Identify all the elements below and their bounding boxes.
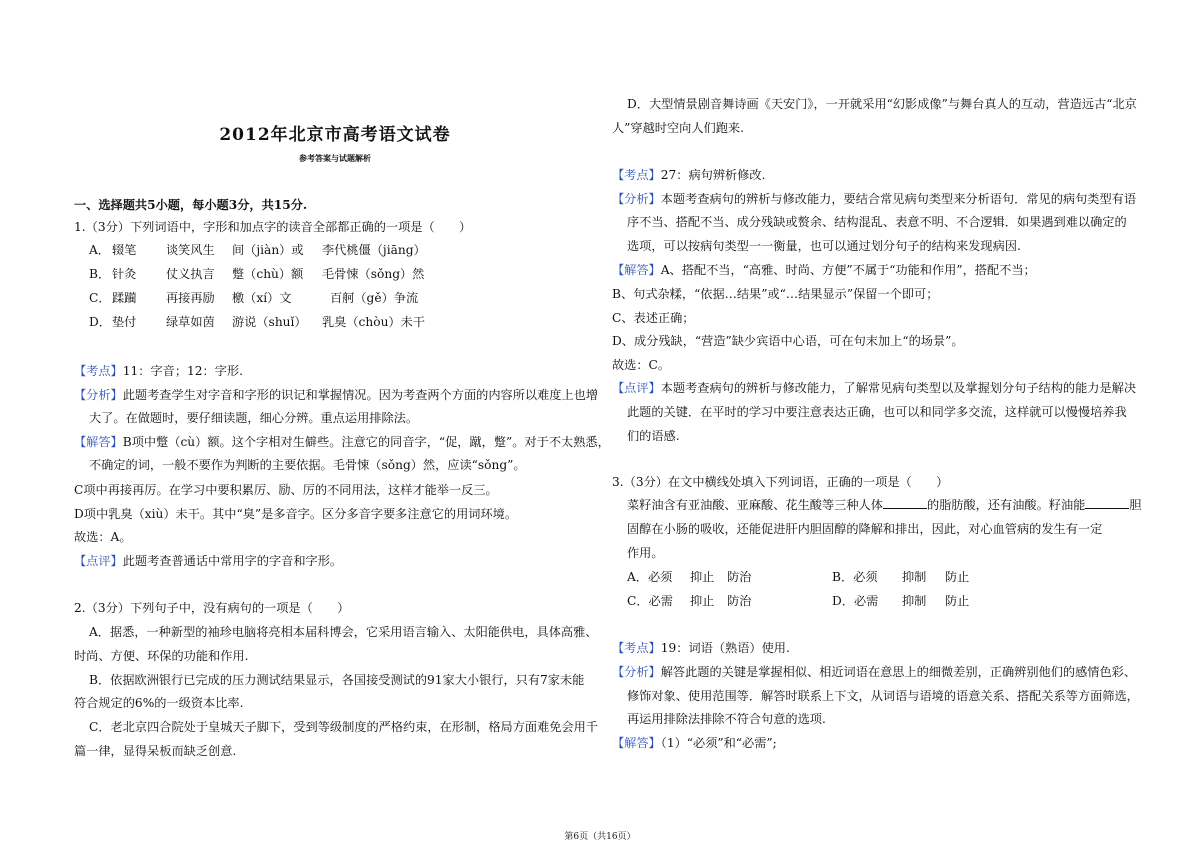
- fenxi-text: 解答此题的关键是掌握相似、相近词语在意思上的细微差别，正确辨别他们的感情色彩、: [660, 665, 1137, 679]
- q3-passage-line: 固醇在小肠的吸收，还能促进肝内胆固醇的降解和排出，因此，对心血管病的发生有一定: [627, 522, 1103, 536]
- q3-kaodian: [612, 640, 790, 656]
- q1-option-label: D．: [89, 315, 111, 329]
- q2-fenxi: [612, 191, 1136, 207]
- q1-option-word: 蹂躏: [112, 291, 137, 305]
- q1-jieda-cont: D项中乳臭（xiù）未干。其中“臭”是多音字。区分多音字要多注意它的用词环境。: [74, 507, 518, 521]
- fenxi-tag: 【分析】: [612, 665, 661, 679]
- q3-jieda: [612, 735, 777, 751]
- dianping-tag: 【点评】: [74, 554, 123, 568]
- q2-dianping: [612, 380, 1136, 396]
- q1-option-word: 李代桃僵（jiāng）: [322, 243, 426, 257]
- q1-kaodian: [74, 363, 243, 379]
- kaodian-tag: 【考点】: [74, 364, 123, 378]
- fenxi-text: 本题考查病句的辨析与修改能力，要结合常见病句类型来分析语句．常见的病句类型有语: [660, 192, 1137, 206]
- fenxi-tag: 【分析】: [74, 388, 123, 402]
- q3-option-word: 防治: [727, 570, 752, 584]
- q3-stem: 3.（3分）在文中横线处填入下列词语，正确的一项是（ ）: [612, 475, 949, 489]
- q3-option-label: B．必须: [832, 570, 878, 584]
- q2-option-a: A．据悉，一种新型的袖珍电脑将亮相本届科博会，它采用语言输入、太阳能供电，具体高雅、: [89, 625, 598, 639]
- q3-passage-line: 作用。: [627, 546, 664, 560]
- q3-option-word: 防止: [945, 570, 970, 584]
- q1-dianping: [74, 553, 342, 569]
- q1-option-word: 檄（xí）文: [232, 291, 292, 305]
- q1-option-word: 再接再励: [166, 291, 215, 305]
- dianping-text: 本题考查病句的辨析与修改能力，了解常见病句类型以及掌握划分句子结构的能力是解决: [660, 381, 1137, 395]
- kaodian-text: 19：词语（熟语）使用.: [660, 641, 790, 655]
- q1-option-word: 间（jiàn）或: [232, 243, 304, 257]
- jieda-tag: 【解答】: [612, 736, 661, 750]
- q2-option-d-cont: 人”穿越时空向人们跑来.: [612, 121, 744, 135]
- q1-stem: 1.（3分）下列词语中，字形和加点字的读音全部都正确的一项是（ ）: [74, 220, 472, 234]
- q1-jieda-cont: 不确定的词，一般不要作为判断的主要依据。毛骨悚（sǒng）然，应读“sǒng”。: [89, 458, 526, 472]
- page-subtitle: 参考答案与试题解析: [299, 153, 371, 163]
- q1-option-word: 谈笑风生: [166, 243, 215, 257]
- q1-fenxi: [74, 387, 598, 403]
- q1-option-word: 垫付: [112, 315, 137, 329]
- q2-option-d: D．大型情景剧音舞诗画《天安门》，一开就采用“幻影成像”与舞台真人的互动，营造远古“北京: [627, 97, 1137, 111]
- fill-blank-2: [1085, 497, 1129, 509]
- q2-option-c-cont: 篇一律，显得呆板而缺乏创意.: [74, 744, 237, 758]
- dianping-text: 此题考查普通话中常用字的字音和字形。: [122, 554, 343, 568]
- q3-option-word: 抑制: [902, 570, 927, 584]
- q3-passage-text: 的脂肪酸，还有油酸。籽油能: [926, 498, 1086, 512]
- q1-jieda: [74, 434, 610, 450]
- q2-answer: 故选：C。: [612, 358, 671, 372]
- kaodian-tag: 【考点】: [612, 168, 661, 182]
- q2-option-a-cont: 时尚、方便、环保的功能和作用.: [74, 649, 249, 663]
- q1-option-word: 乳臭（chòu）未干: [322, 315, 425, 329]
- q3-fenxi-cont: 再运用排除法排除不符合句意的选项.: [627, 712, 826, 726]
- q2-dianping-cont: 此题的关键．在平时的学习中要注意表达正确，也可以和同学多交流，这样就可以慢慢培养我: [627, 405, 1127, 419]
- jieda-tag: 【解答】: [612, 263, 661, 277]
- q2-option-c: C．老北京四合院处于皇城天子脚下，受到等级制度的严格约束，在形制，格局方面难免会用千: [89, 720, 599, 734]
- q3-option-word: 抑制: [902, 594, 927, 608]
- q3-passage-text: 菜籽油含有亚油酸、亚麻酸、花生酸等三种人体: [627, 498, 883, 512]
- q1-option-label: C．: [89, 291, 111, 305]
- jieda-tag: 【解答】: [74, 435, 123, 449]
- fenxi-text: 此题考查学生对字音和字形的识记和掌握情况。因为考查两个方面的内容所以难度上也增: [122, 388, 599, 402]
- q2-stem: 2.（3分）下列句子中，没有病句的一项是（ ）: [74, 601, 350, 615]
- section-heading: 一、选择题共5小题，每小题3分，共15分.: [74, 198, 308, 212]
- q3-passage-line: [627, 497, 1142, 513]
- page-footer: 第6页（共16页）: [564, 832, 636, 842]
- q1-option-word: 百舸（gě）争流: [330, 291, 419, 305]
- q3-option-label: A．必须: [627, 570, 673, 584]
- q1-option-word: 辍笔: [112, 243, 137, 257]
- q2-jieda-cont: B、句式杂糅，“依据…结果”或“…结果显示”保留一个即可；: [612, 287, 939, 301]
- q3-fenxi: [612, 664, 1136, 680]
- kaodian-tag: 【考点】: [612, 641, 661, 655]
- q1-option-word: 毛骨悚（sǒng）然: [322, 267, 425, 281]
- q3-option-label: D．必需: [832, 594, 879, 608]
- q1-option-word: 游说（shuǐ）: [232, 315, 307, 329]
- q3-option-label: C．必需: [627, 594, 673, 608]
- q2-kaodian: [612, 167, 765, 183]
- q1-option-label: A．: [89, 243, 110, 257]
- q2-jieda-cont: D、成分残缺，“营造”缺少宾语中心语，可在句末加上“的场景”。: [612, 334, 964, 348]
- page-title: 2012年北京市高考语文试卷: [219, 125, 451, 145]
- q2-jieda-cont: C、表述正确；: [612, 311, 695, 325]
- q1-option-word: 蹩（chù）额: [232, 267, 304, 281]
- q2-dianping-cont: 们的语感.: [627, 429, 680, 443]
- kaodian-text: 27：病句辨析修改.: [660, 168, 766, 182]
- dianping-tag: 【点评】: [612, 381, 661, 395]
- fenxi-tag: 【分析】: [612, 192, 661, 206]
- jieda-text: B项中蹩（cù）额。这个字相对生僻些。注意它的同音字，“促，蹴，蹩”。对于不太熟悉，: [122, 435, 610, 449]
- q3-option-word: 防止: [945, 594, 970, 608]
- kaodian-text: 11：字音；12：字形.: [122, 364, 243, 378]
- q1-option-label: B．: [89, 267, 111, 281]
- q3-fenxi-cont: 修饰对象、使用范围等．解答时联系上下文，从词语与语境的语意关系、搭配关系等方面筛选，: [627, 689, 1139, 703]
- q1-option-word: 绿草如茵: [166, 315, 215, 329]
- q1-option-word: 针灸: [112, 267, 137, 281]
- q2-option-b-cont: 符合规定的6%的一级资本比率.: [74, 696, 244, 710]
- fill-blank-1: [883, 497, 927, 509]
- q1-option-word: 仗义执言: [166, 267, 215, 281]
- q3-passage-text: 胆: [1129, 498, 1142, 512]
- jieda-text: A、搭配不当，“高雅、时尚、方便”不属于“功能和作用”，搭配不当；: [660, 263, 1036, 277]
- q3-option-word: 抑止: [690, 570, 715, 584]
- q3-option-word: 防治: [727, 594, 752, 608]
- q2-fenxi-cont: 序不当、搭配不当、成分残缺或赘余、结构混乱、表意不明、不合逻辑．如果遇到难以确定的: [627, 215, 1127, 229]
- jieda-text: （1）“必须”和“必需”;: [660, 736, 777, 750]
- q1-answer: 故选：A。: [74, 530, 132, 544]
- q3-option-word: 抑止: [690, 594, 715, 608]
- q2-fenxi-cont: 选项，可以按病句类型一一衡量，也可以通过划分句子的结构来发现病因.: [627, 239, 1021, 253]
- q1-fenxi-cont: 大了。在做题时，要仔细读题，细心分辨。重点运用排除法。: [89, 411, 419, 425]
- q2-option-b: B．依据欧洲银行已完成的压力测试结果显示，各国接受测试的91家大小银行，只有7家未能: [89, 673, 585, 687]
- q1-jieda-cont: C项中再接再厉。在学习中要积累厉、励、厉的不同用法，这样才能举一反三。: [74, 483, 498, 497]
- q2-jieda: [612, 262, 1036, 278]
